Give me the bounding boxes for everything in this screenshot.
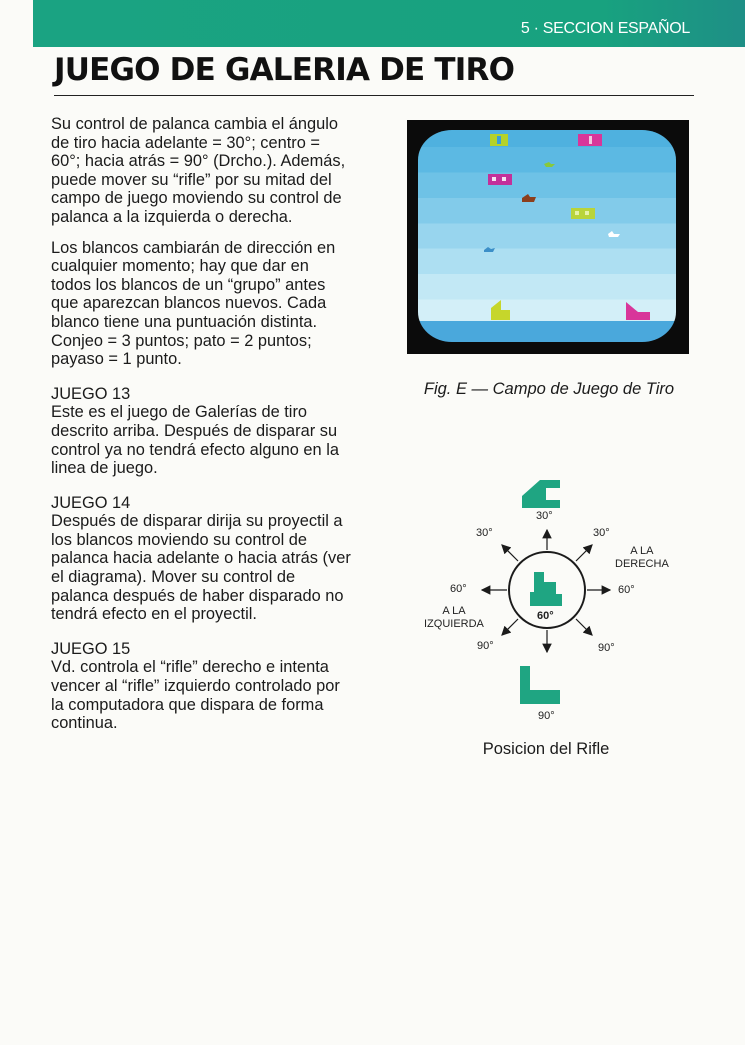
rifle-position-diagram [410, 460, 680, 760]
intro-paragraph-2: Los blancos cambiarán de dirección en cualquier momento; hay que dar en todos los blancos de un “grupo” antes que aparezcan blancos nuevos. Cada blanco tiene una puntuación distinta. Conjeo = 3 puntos; pato = 2 puntos; payaso = 1 punto. [51, 238, 336, 369]
game-13-section [51, 385, 351, 478]
arrow-lower-left [502, 619, 518, 635]
diagram-caption: Posicion del Rifle [482, 740, 610, 758]
right-rifle-sprite [626, 302, 650, 320]
angle-label-top: 30° [536, 510, 553, 522]
game-14-heading: JUEGO 14 [51, 493, 131, 512]
game-screen-sprites [418, 130, 676, 342]
left-rifle-sprite [491, 300, 510, 320]
angle-label-center: 60° [537, 610, 554, 622]
game-15-text: Vd. controla el “rifle” derecho e intenta vencer al “rifle” izquierdo controlado por la computadora que dispara de forma continua. [51, 658, 340, 733]
bird-sprite [484, 247, 495, 252]
game-14-text: Después de disparar dirija su proyectil a los blancos moviendo su control de palanca hacia adelante o hacia atrás (ver el diagrama). Mover su control de palanca después de haber disparado no tendrá efecto en el proyectil. [51, 512, 351, 624]
game-14-section [51, 494, 351, 624]
rifle-90-icon [520, 666, 560, 704]
top-left-target-sprite [490, 134, 508, 146]
angle-label-left: 60° [450, 583, 467, 595]
game-15-heading: JUEGO 15 [51, 639, 131, 658]
page-title: JUEGO DE GALERIA DE TIRO [54, 52, 515, 88]
game-screen [418, 130, 676, 342]
arrow-lower-right [576, 619, 592, 635]
angle-label-lower-left: 90° [477, 640, 494, 652]
rabbit-sprite-1 [544, 162, 555, 167]
figure-caption: Fig. E — Campo de Juego de Tiro [423, 380, 675, 398]
rifle-60-icon [530, 572, 562, 606]
intro-paragraph-1: Su control de palanca cambia el ángulo de tiro hacia adelante = 30°; centro = 60°; hacia atrás = 90° (Drcho.). Además, puede mover su “rifle” por su mitad del campo de juego moviendo su control de palanca a la izquierda o derecha. [51, 115, 346, 226]
top-right-target-sprite [578, 134, 602, 146]
header-band [33, 0, 745, 47]
angle-label-upper-left: 30° [476, 527, 493, 539]
game-13-text: Este es el juego de Galerías de tiro descrito arriba. Después de disparar su control ya no tendrá efecto alguno en la linea de juego. [51, 403, 339, 478]
game-15-section [51, 640, 351, 733]
arrow-upper-right [576, 545, 592, 561]
angle-label-upper-right: 30° [593, 527, 610, 539]
game-13-heading: JUEGO 13 [51, 384, 131, 403]
rifle-30-icon [522, 480, 560, 508]
angle-label-lower-right: 90° [598, 642, 615, 654]
left-direction-label: A LA IZQUIERDA [424, 605, 484, 630]
clown-sprite-2 [571, 208, 595, 219]
right-direction-label: A LA DERECHA [615, 545, 669, 570]
section-label: 5 · SECCION ESPAÑOL [520, 20, 690, 37]
title-rule [54, 95, 694, 96]
clown-sprite-1 [488, 174, 512, 185]
rabbit-sprite-2 [608, 231, 620, 237]
angle-label-right: 60° [618, 584, 635, 596]
text-column [51, 115, 351, 749]
arrow-upper-left [502, 545, 518, 561]
angle-label-bottom: 90° [538, 710, 555, 722]
duck-sprite [522, 194, 536, 202]
